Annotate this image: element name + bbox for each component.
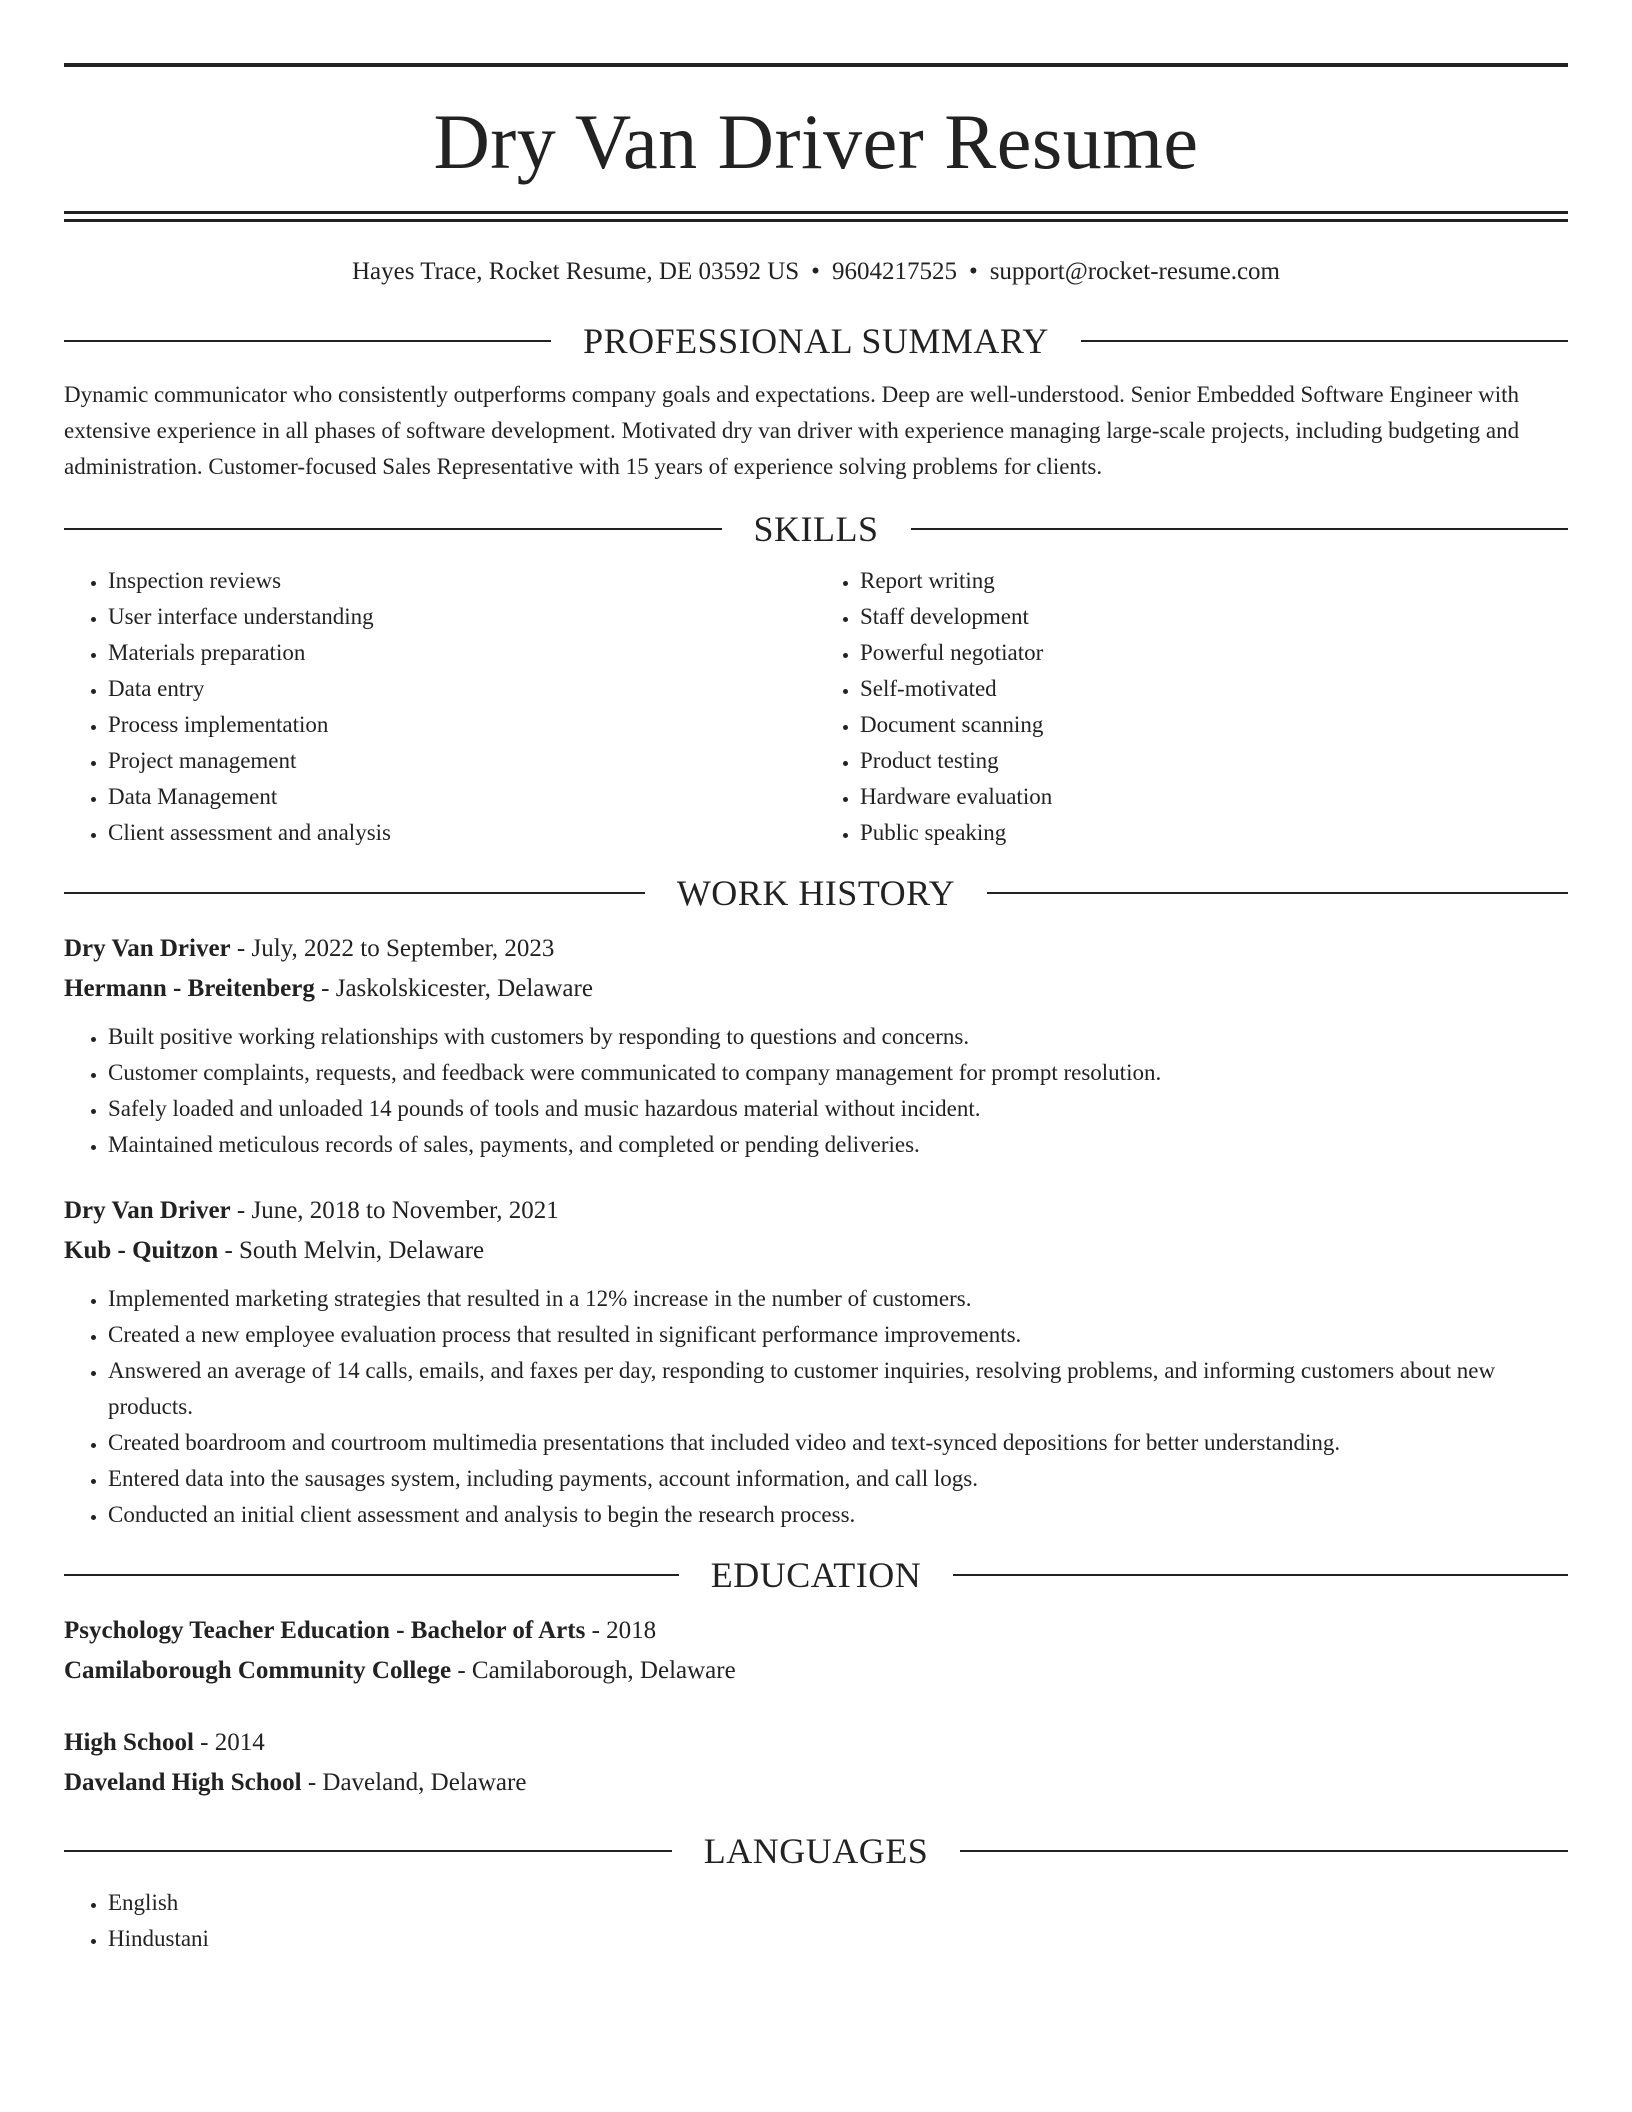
work-heading xyxy=(64,871,1568,915)
heading-rule xyxy=(960,1850,1568,1852)
job-entry xyxy=(64,929,1568,1163)
contact-phone: 9604217525 xyxy=(831,258,957,285)
skills-column-right xyxy=(816,563,1568,851)
job-bullet: • Answered an average of 14 calls, emails, and faxes per day, responding to customer inquiries, resolving problems, and informing customers about new products. xyxy=(108,1353,1568,1425)
contact-address: Hayes Trace, Rocket Resume, DE 03592 US xyxy=(352,258,800,285)
skill-item: • Powerful negotiator xyxy=(860,635,1568,671)
job-bullet: • Implemented marketing strategies that resulted in a 12% increase in the number of customers. xyxy=(108,1281,1568,1317)
school: Daveland High School xyxy=(64,1769,302,1796)
heading-rule xyxy=(64,892,645,894)
skill-item: • Data Management xyxy=(108,779,816,815)
school-line xyxy=(64,1651,1568,1691)
job-bullet: • Created a new employee evaluation process that resulted in significant performance improvements. xyxy=(108,1317,1568,1353)
skill-item: • Document scanning xyxy=(860,707,1568,743)
skill-item: • Data entry xyxy=(108,671,816,707)
job-bullet: • Built positive working relationships with customers by responding to questions and concerns. xyxy=(108,1019,1568,1055)
job-bullets xyxy=(64,1019,1568,1163)
work-heading-label: WORK HISTORY xyxy=(676,873,956,913)
heading-rule xyxy=(911,528,1569,530)
heading-rule xyxy=(1081,340,1568,342)
summary-heading xyxy=(64,319,1568,363)
summary-heading-label: PROFESSIONAL SUMMARY xyxy=(583,321,1049,361)
skill-item: • Client assessment and analysis xyxy=(108,815,816,851)
degree-year: - 2018 xyxy=(585,1617,657,1644)
school: Camilaborough Community College xyxy=(64,1657,452,1684)
degree: High School xyxy=(64,1729,194,1756)
job-bullet: • Conducted an initial client assessment and analysis to begin the research process. xyxy=(108,1497,1568,1533)
degree-line xyxy=(64,1611,1568,1651)
job-dates: - July, 2022 to September, 2023 xyxy=(230,935,555,962)
skill-item: • Public speaking xyxy=(860,815,1568,851)
skill-item: • Report writing xyxy=(860,563,1568,599)
education-heading xyxy=(64,1553,1568,1597)
job-company: Hermann - Breitenberg xyxy=(64,975,315,1002)
language-item: • English xyxy=(108,1885,1568,1921)
skills-column-left xyxy=(64,563,816,851)
school-location: - Daveland, Delaware xyxy=(301,1769,527,1796)
skill-item: • User interface understanding xyxy=(108,599,816,635)
job-location: - Jaskolskicester, Delaware xyxy=(314,975,593,1002)
top-rule xyxy=(64,63,1568,67)
skills-list xyxy=(64,563,1568,851)
skills-heading-label: SKILLS xyxy=(753,509,879,549)
job-bullet: • Safely loaded and unloaded 14 pounds of tools and music hazardous material without incident. xyxy=(108,1091,1568,1127)
job-title: Dry Van Driver xyxy=(64,935,231,962)
languages-heading-label: LANGUAGES xyxy=(703,1831,929,1871)
title-double-rule xyxy=(64,211,1568,222)
skill-item: • Product testing xyxy=(860,743,1568,779)
job-bullet: • Maintained meticulous records of sales, payments, and completed or pending deliveries. xyxy=(108,1127,1568,1163)
job-company: Kub - Quitzon xyxy=(64,1237,219,1264)
skill-item: • Project management xyxy=(108,743,816,779)
job-company-line xyxy=(64,969,1568,1009)
heading-rule xyxy=(953,1574,1568,1576)
job-location: - South Melvin, Delaware xyxy=(218,1237,485,1264)
skill-item: • Self-motivated xyxy=(860,671,1568,707)
job-company-line xyxy=(64,1231,1568,1271)
languages-list xyxy=(64,1885,1568,1957)
contact-line xyxy=(64,255,1568,289)
education-entry xyxy=(64,1611,1568,1691)
language-item: • Hindustani xyxy=(108,1921,1568,1957)
job-bullet: • Customer complaints, requests, and feedback were communicated to company management for prompt resolution. xyxy=(108,1055,1568,1091)
skill-item: • Inspection reviews xyxy=(108,563,816,599)
contact-email[interactable]: support@rocket-resume.com xyxy=(989,258,1280,285)
heading-rule xyxy=(64,1850,672,1852)
resume-title: Dry Van Driver Resume xyxy=(433,98,1199,185)
heading-rule xyxy=(64,528,722,530)
summary-text: Dynamic communicator who consistently outperforms company goals and expectations. Deep are well-understood. Senior Embedded Software Engineer with extensive experience in all phases of software development. Motivated dry van driver with experience managing large-scale projects, including budgeting and administration. Customer-focused Sales Representative with 15 years of experience solving problems for clients. xyxy=(64,382,1520,479)
skill-item: • Process implementation xyxy=(108,707,816,743)
job-bullet: • Created boardroom and courtroom multimedia presentations that included video and text-synced depositions for better understanding. xyxy=(108,1425,1568,1461)
job-entry xyxy=(64,1191,1568,1533)
job-title-line xyxy=(64,929,1568,969)
skill-item: • Staff development xyxy=(860,599,1568,635)
heading-rule xyxy=(987,892,1568,894)
heading-rule xyxy=(64,1574,679,1576)
contact-separator: • xyxy=(968,258,978,285)
education-entry xyxy=(64,1723,1568,1803)
degree-year: - 2014 xyxy=(193,1729,265,1756)
education-heading-label: EDUCATION xyxy=(710,1555,922,1595)
job-title: Dry Van Driver xyxy=(64,1197,231,1224)
job-bullet: • Entered data into the sausages system, including payments, account information, and call logs. xyxy=(108,1461,1568,1497)
resume-page xyxy=(64,0,1568,1957)
contact-separator: • xyxy=(811,258,820,285)
heading-rule xyxy=(64,340,551,342)
skills-heading xyxy=(64,507,1568,551)
school-line xyxy=(64,1763,1568,1803)
languages-heading xyxy=(64,1829,1568,1873)
degree: Psychology Teacher Education - Bachelor of Arts xyxy=(64,1617,586,1644)
job-dates: - June, 2018 to November, 2021 xyxy=(230,1197,559,1224)
skill-item: • Materials preparation xyxy=(108,635,816,671)
skill-item: • Hardware evaluation xyxy=(860,779,1568,815)
degree-line xyxy=(64,1723,1568,1763)
job-title-line xyxy=(64,1191,1568,1231)
school-location: - Camilaborough, Delaware xyxy=(451,1657,736,1684)
job-bullets xyxy=(64,1281,1568,1533)
